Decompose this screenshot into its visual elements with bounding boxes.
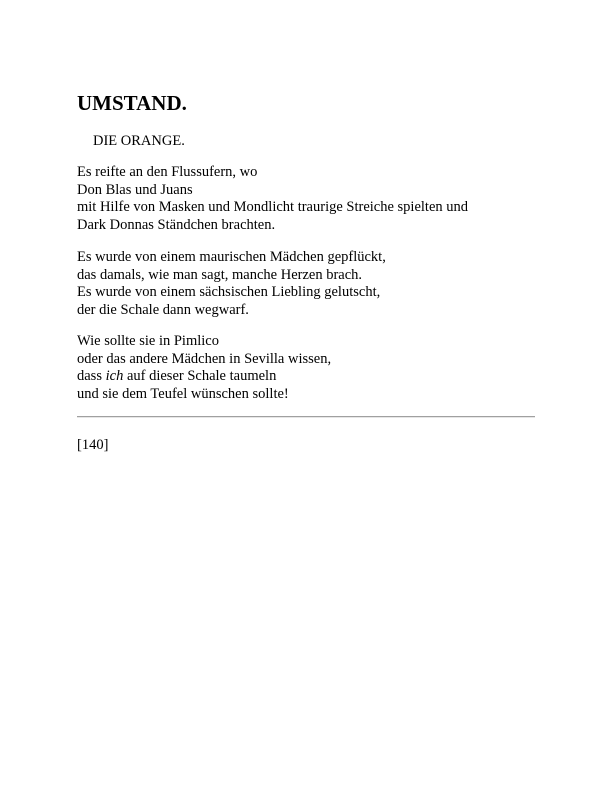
page-number: [140] <box>77 437 109 453</box>
stanza-line-with-emphasis <box>77 368 331 386</box>
stanza-line: Es wurde von einem sächsischen Liebling gelutscht, <box>77 284 381 300</box>
horizontal-divider <box>77 416 535 418</box>
stanza-2 <box>77 249 386 319</box>
stanza-line: der die Schale dann wegwarf. <box>77 301 249 318</box>
line-text-after: auf dieser Schale taumeln <box>123 368 277 384</box>
stanza-line: oder das andere Mädchen in Sevilla wissen, <box>77 350 332 367</box>
stanza-line: das damals, wie man sagt, manche Herzen brach. <box>77 266 363 283</box>
line-text-before: dass <box>77 368 106 384</box>
stanza-3 <box>77 333 331 403</box>
stanza-line: mit Hilfe von Masken und Mondlicht traurige Streiche spielten und <box>77 199 469 215</box>
stanza-line: Dark Donnas Ständchen brachten. <box>77 216 276 233</box>
stanza-1 <box>77 164 468 234</box>
poem-title: UMSTAND. <box>77 91 187 115</box>
stanza-line: Es reifte an den Flussufern, wo <box>77 164 258 180</box>
stanza-line: Wie sollte sie in Pimlico <box>77 333 219 349</box>
stanza-line: Es wurde von einem maurischen Mädchen gepflückt, <box>77 249 386 265</box>
stanza-line: und sie dem Teufel wünschen sollte! <box>77 385 289 402</box>
emphasized-word: ich <box>105 368 124 384</box>
stanza-line: Don Blas und Juans <box>77 181 193 198</box>
poem-subtitle: DIE ORANGE. <box>93 133 185 149</box>
